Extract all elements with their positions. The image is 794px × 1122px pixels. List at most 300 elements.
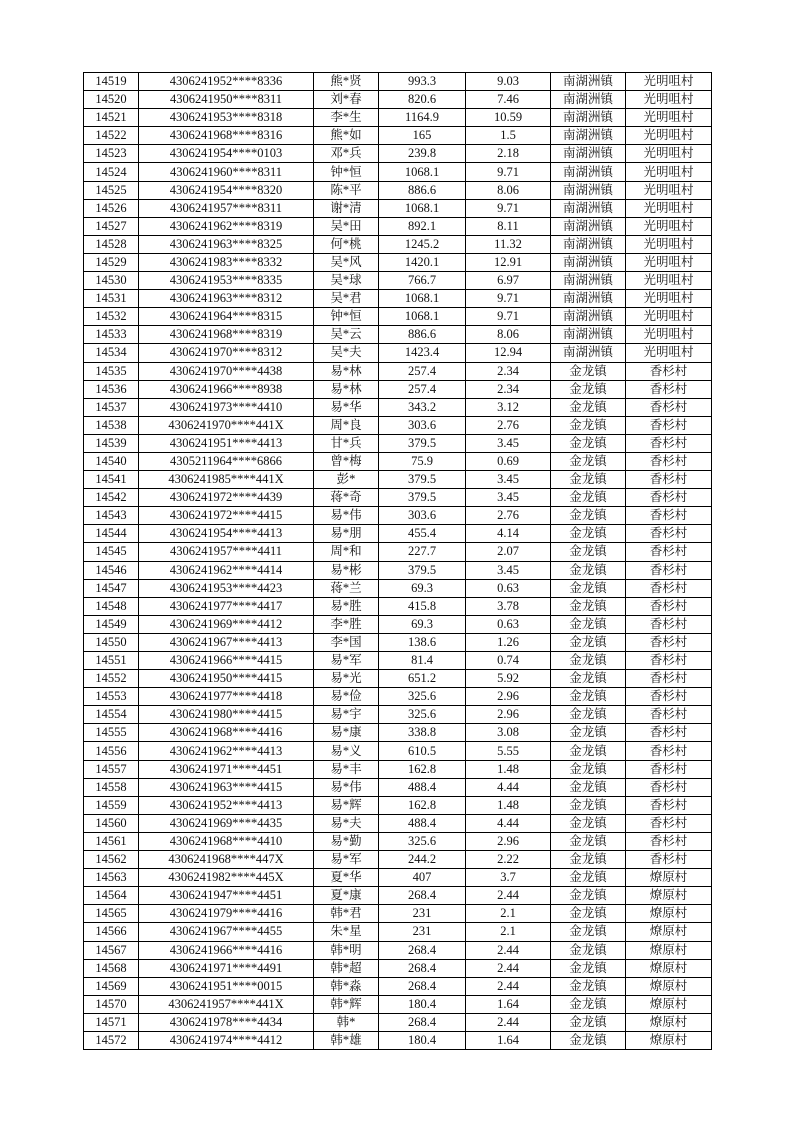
town-cell: 金龙镇	[551, 380, 626, 398]
value-cell: 4.44	[466, 778, 551, 796]
table-row	[84, 706, 712, 724]
id-number-cell: 4306241951****0015	[139, 977, 314, 995]
amount-cell: 268.4	[379, 887, 466, 905]
village-cell: 光明咀村	[626, 272, 712, 290]
amount-cell: 303.6	[379, 416, 466, 434]
amount-cell: 180.4	[379, 995, 466, 1013]
row-number-cell: 14544	[84, 525, 139, 543]
village-cell: 燎原村	[626, 905, 712, 923]
id-number-cell: 4306241950****4415	[139, 670, 314, 688]
person-name-cell: 吴*君	[314, 290, 379, 308]
town-cell: 金龙镇	[551, 688, 626, 706]
village-cell: 香杉村	[626, 398, 712, 416]
value-cell: 2.1	[466, 923, 551, 941]
table-row	[84, 380, 712, 398]
value-cell: 3.45	[466, 471, 551, 489]
amount-cell: 239.8	[379, 145, 466, 163]
row-number-cell: 14532	[84, 308, 139, 326]
village-cell: 香杉村	[626, 851, 712, 869]
person-name-cell: 李*胜	[314, 615, 379, 633]
table-row	[84, 814, 712, 832]
person-name-cell: 易*俭	[314, 688, 379, 706]
row-number-cell: 14565	[84, 905, 139, 923]
village-cell: 香杉村	[626, 688, 712, 706]
row-number-cell: 14530	[84, 272, 139, 290]
id-number-cell: 4306241968****4410	[139, 832, 314, 850]
table-row	[84, 163, 712, 181]
village-cell: 光明咀村	[626, 290, 712, 308]
row-number-cell: 14555	[84, 724, 139, 742]
village-cell: 燎原村	[626, 959, 712, 977]
id-number-cell: 4306241964****8315	[139, 308, 314, 326]
id-number-cell: 4306241969****4412	[139, 615, 314, 633]
village-cell: 光明咀村	[626, 217, 712, 235]
town-cell: 金龙镇	[551, 652, 626, 670]
town-cell: 南湖洲镇	[551, 127, 626, 145]
village-cell: 香杉村	[626, 796, 712, 814]
amount-cell: 1420.1	[379, 253, 466, 271]
value-cell: 9.71	[466, 199, 551, 217]
person-name-cell: 韩*超	[314, 959, 379, 977]
id-number-cell: 4306241978****4434	[139, 1013, 314, 1031]
village-cell: 燎原村	[626, 1013, 712, 1031]
data-table	[83, 72, 712, 1050]
village-cell: 光明咀村	[626, 308, 712, 326]
amount-cell: 325.6	[379, 832, 466, 850]
table-row	[84, 615, 712, 633]
id-number-cell: 4306241979****4416	[139, 905, 314, 923]
village-cell: 燎原村	[626, 941, 712, 959]
value-cell: 12.94	[466, 344, 551, 362]
person-name-cell: 夏*康	[314, 887, 379, 905]
value-cell: 7.46	[466, 91, 551, 109]
town-cell: 金龙镇	[551, 905, 626, 923]
amount-cell: 488.4	[379, 778, 466, 796]
value-cell: 0.63	[466, 579, 551, 597]
row-number-cell: 14538	[84, 416, 139, 434]
id-number-cell: 4306241985****441X	[139, 471, 314, 489]
table-row	[84, 471, 712, 489]
person-name-cell: 易*华	[314, 398, 379, 416]
person-name-cell: 易*胜	[314, 597, 379, 615]
id-number-cell: 4306241968****4416	[139, 724, 314, 742]
village-cell: 香杉村	[626, 416, 712, 434]
town-cell: 金龙镇	[551, 995, 626, 1013]
table-body	[84, 73, 712, 1050]
town-cell: 金龙镇	[551, 471, 626, 489]
amount-cell: 69.3	[379, 579, 466, 597]
value-cell: 2.96	[466, 832, 551, 850]
value-cell: 2.22	[466, 851, 551, 869]
table-row	[84, 851, 712, 869]
row-number-cell: 14556	[84, 742, 139, 760]
town-cell: 金龙镇	[551, 977, 626, 995]
id-number-cell: 4306241963****8325	[139, 235, 314, 253]
town-cell: 金龙镇	[551, 724, 626, 742]
amount-cell: 268.4	[379, 977, 466, 995]
value-cell: 1.48	[466, 796, 551, 814]
amount-cell: 892.1	[379, 217, 466, 235]
amount-cell: 415.8	[379, 597, 466, 615]
value-cell: 8.06	[466, 326, 551, 344]
amount-cell: 886.6	[379, 181, 466, 199]
village-cell: 香杉村	[626, 832, 712, 850]
village-cell: 香杉村	[626, 561, 712, 579]
person-name-cell: 易*军	[314, 652, 379, 670]
row-number-cell: 14563	[84, 869, 139, 887]
value-cell: 2.44	[466, 959, 551, 977]
amount-cell: 1068.1	[379, 199, 466, 217]
table-row	[84, 796, 712, 814]
value-cell: 2.96	[466, 706, 551, 724]
id-number-cell: 4306241954****8320	[139, 181, 314, 199]
table-row	[84, 923, 712, 941]
person-name-cell: 易*宇	[314, 706, 379, 724]
id-number-cell: 4306241977****4417	[139, 597, 314, 615]
person-name-cell: 朱*星	[314, 923, 379, 941]
table-row	[84, 995, 712, 1013]
table-row	[84, 633, 712, 651]
value-cell: 12.91	[466, 253, 551, 271]
village-cell: 光明咀村	[626, 91, 712, 109]
value-cell: 4.14	[466, 525, 551, 543]
amount-cell: 180.4	[379, 1031, 466, 1049]
town-cell: 金龙镇	[551, 452, 626, 470]
amount-cell: 75.9	[379, 452, 466, 470]
person-name-cell: 易*林	[314, 380, 379, 398]
amount-cell: 407	[379, 869, 466, 887]
village-cell: 光明咀村	[626, 199, 712, 217]
village-cell: 香杉村	[626, 724, 712, 742]
town-cell: 金龙镇	[551, 507, 626, 525]
amount-cell: 268.4	[379, 941, 466, 959]
value-cell: 2.44	[466, 1013, 551, 1031]
row-number-cell: 14534	[84, 344, 139, 362]
village-cell: 光明咀村	[626, 235, 712, 253]
town-cell: 南湖洲镇	[551, 235, 626, 253]
row-number-cell: 14554	[84, 706, 139, 724]
value-cell: 3.45	[466, 561, 551, 579]
row-number-cell: 14551	[84, 652, 139, 670]
amount-cell: 993.3	[379, 73, 466, 91]
town-cell: 金龙镇	[551, 869, 626, 887]
table-row	[84, 724, 712, 742]
person-name-cell: 李*国	[314, 633, 379, 651]
person-name-cell: 易*丰	[314, 760, 379, 778]
id-number-cell: 4306241970****441X	[139, 416, 314, 434]
id-number-cell: 4306241962****8319	[139, 217, 314, 235]
table-row	[84, 977, 712, 995]
table-row	[84, 869, 712, 887]
table-row	[84, 543, 712, 561]
person-name-cell: 易*勤	[314, 832, 379, 850]
row-number-cell: 14566	[84, 923, 139, 941]
table-row	[84, 887, 712, 905]
town-cell: 南湖洲镇	[551, 145, 626, 163]
row-number-cell: 14548	[84, 597, 139, 615]
town-cell: 金龙镇	[551, 670, 626, 688]
value-cell: 1.48	[466, 760, 551, 778]
amount-cell: 1164.9	[379, 109, 466, 127]
person-name-cell: 韩*明	[314, 941, 379, 959]
amount-cell: 886.6	[379, 326, 466, 344]
village-cell: 香杉村	[626, 633, 712, 651]
id-number-cell: 4306241953****8335	[139, 272, 314, 290]
id-number-cell: 4306241960****8311	[139, 163, 314, 181]
value-cell: 2.44	[466, 887, 551, 905]
id-number-cell: 4306241977****4418	[139, 688, 314, 706]
person-name-cell: 吴*球	[314, 272, 379, 290]
amount-cell: 244.2	[379, 851, 466, 869]
amount-cell: 227.7	[379, 543, 466, 561]
town-cell: 金龙镇	[551, 887, 626, 905]
value-cell: 3.45	[466, 489, 551, 507]
town-cell: 金龙镇	[551, 796, 626, 814]
table-row	[84, 344, 712, 362]
person-name-cell: 周*和	[314, 543, 379, 561]
amount-cell: 162.8	[379, 796, 466, 814]
village-cell: 光明咀村	[626, 109, 712, 127]
id-number-cell: 4306241971****4491	[139, 959, 314, 977]
row-number-cell: 14528	[84, 235, 139, 253]
village-cell: 光明咀村	[626, 73, 712, 91]
person-name-cell: 易*康	[314, 724, 379, 742]
amount-cell: 1068.1	[379, 308, 466, 326]
town-cell: 南湖洲镇	[551, 253, 626, 271]
amount-cell: 1068.1	[379, 163, 466, 181]
value-cell: 2.44	[466, 941, 551, 959]
row-number-cell: 14522	[84, 127, 139, 145]
person-name-cell: 夏*华	[314, 869, 379, 887]
village-cell: 香杉村	[626, 760, 712, 778]
table-row	[84, 507, 712, 525]
value-cell: 3.45	[466, 434, 551, 452]
row-number-cell: 14524	[84, 163, 139, 181]
amount-cell: 81.4	[379, 652, 466, 670]
row-number-cell: 14553	[84, 688, 139, 706]
row-number-cell: 14520	[84, 91, 139, 109]
amount-cell: 343.2	[379, 398, 466, 416]
amount-cell: 820.6	[379, 91, 466, 109]
person-name-cell: 韩*	[314, 1013, 379, 1031]
row-number-cell: 14547	[84, 579, 139, 597]
id-number-cell: 4306241963****8312	[139, 290, 314, 308]
table-row	[84, 145, 712, 163]
row-number-cell: 14523	[84, 145, 139, 163]
row-number-cell: 14549	[84, 615, 139, 633]
town-cell: 南湖洲镇	[551, 308, 626, 326]
id-number-cell: 4306241980****4415	[139, 706, 314, 724]
table-row	[84, 235, 712, 253]
village-cell: 燎原村	[626, 1031, 712, 1049]
town-cell: 南湖洲镇	[551, 217, 626, 235]
person-name-cell: 易*夫	[314, 814, 379, 832]
amount-cell: 379.5	[379, 489, 466, 507]
town-cell: 金龙镇	[551, 398, 626, 416]
row-number-cell: 14545	[84, 543, 139, 561]
id-number-cell: 4306241962****4413	[139, 742, 314, 760]
person-name-cell: 易*彬	[314, 561, 379, 579]
village-cell: 光明咀村	[626, 181, 712, 199]
id-number-cell: 4306241982****445X	[139, 869, 314, 887]
value-cell: 9.71	[466, 163, 551, 181]
row-number-cell: 14560	[84, 814, 139, 832]
person-name-cell: 钟*恒	[314, 163, 379, 181]
table-row	[84, 199, 712, 217]
value-cell: 10.59	[466, 109, 551, 127]
town-cell: 南湖洲镇	[551, 91, 626, 109]
row-number-cell: 14546	[84, 561, 139, 579]
id-number-cell: 4306241970****8312	[139, 344, 314, 362]
row-number-cell: 14521	[84, 109, 139, 127]
town-cell: 金龙镇	[551, 1031, 626, 1049]
id-number-cell: 4306241966****4415	[139, 652, 314, 670]
amount-cell: 165	[379, 127, 466, 145]
table-row	[84, 742, 712, 760]
row-number-cell: 14550	[84, 633, 139, 651]
table-row	[84, 1013, 712, 1031]
village-cell: 香杉村	[626, 543, 712, 561]
town-cell: 金龙镇	[551, 416, 626, 434]
village-cell: 香杉村	[626, 579, 712, 597]
village-cell: 香杉村	[626, 525, 712, 543]
id-number-cell: 4306241954****4413	[139, 525, 314, 543]
id-number-cell: 4306241967****4413	[139, 633, 314, 651]
row-number-cell: 14542	[84, 489, 139, 507]
town-cell: 金龙镇	[551, 851, 626, 869]
id-number-cell: 4306241953****4423	[139, 579, 314, 597]
row-number-cell: 14540	[84, 452, 139, 470]
amount-cell: 1245.2	[379, 235, 466, 253]
value-cell: 5.92	[466, 670, 551, 688]
id-number-cell: 4306241966****4416	[139, 941, 314, 959]
amount-cell: 488.4	[379, 814, 466, 832]
amount-cell: 379.5	[379, 471, 466, 489]
person-name-cell: 韩*君	[314, 905, 379, 923]
person-name-cell: 邓*兵	[314, 145, 379, 163]
person-name-cell: 曾*梅	[314, 452, 379, 470]
id-number-cell: 4306241953****8318	[139, 109, 314, 127]
id-number-cell: 4306241952****8336	[139, 73, 314, 91]
id-number-cell: 4306241971****4451	[139, 760, 314, 778]
village-cell: 香杉村	[626, 706, 712, 724]
id-number-cell: 4306241968****8316	[139, 127, 314, 145]
village-cell: 燎原村	[626, 923, 712, 941]
id-number-cell: 4306241967****4455	[139, 923, 314, 941]
id-number-cell: 4306241974****4412	[139, 1031, 314, 1049]
town-cell: 南湖洲镇	[551, 326, 626, 344]
value-cell: 2.34	[466, 362, 551, 380]
table-row	[84, 525, 712, 543]
table-row	[84, 597, 712, 615]
table-row	[84, 326, 712, 344]
id-number-cell: 4306241963****4415	[139, 778, 314, 796]
amount-cell: 766.7	[379, 272, 466, 290]
town-cell: 金龙镇	[551, 615, 626, 633]
person-name-cell: 易*伟	[314, 507, 379, 525]
id-number-cell: 4305211964****6866	[139, 452, 314, 470]
id-number-cell: 4306241970****4438	[139, 362, 314, 380]
town-cell: 金龙镇	[551, 706, 626, 724]
id-number-cell: 4306241951****4413	[139, 434, 314, 452]
amount-cell: 338.8	[379, 724, 466, 742]
value-cell: 8.11	[466, 217, 551, 235]
village-cell: 香杉村	[626, 615, 712, 633]
amount-cell: 303.6	[379, 507, 466, 525]
person-name-cell: 韩*淼	[314, 977, 379, 995]
value-cell: 1.26	[466, 633, 551, 651]
town-cell: 南湖洲镇	[551, 272, 626, 290]
village-cell: 香杉村	[626, 814, 712, 832]
village-cell: 香杉村	[626, 597, 712, 615]
table-row	[84, 670, 712, 688]
village-cell: 香杉村	[626, 670, 712, 688]
person-name-cell: 易*朋	[314, 525, 379, 543]
table-row	[84, 127, 712, 145]
table-row	[84, 688, 712, 706]
person-name-cell: 韩*辉	[314, 995, 379, 1013]
amount-cell: 379.5	[379, 434, 466, 452]
table-row	[84, 434, 712, 452]
town-cell: 金龙镇	[551, 923, 626, 941]
town-cell: 南湖洲镇	[551, 181, 626, 199]
town-cell: 南湖洲镇	[551, 344, 626, 362]
row-number-cell: 14564	[84, 887, 139, 905]
row-number-cell: 14558	[84, 778, 139, 796]
row-number-cell: 14570	[84, 995, 139, 1013]
value-cell: 2.44	[466, 977, 551, 995]
village-cell: 香杉村	[626, 471, 712, 489]
village-cell: 燎原村	[626, 995, 712, 1013]
table-row	[84, 579, 712, 597]
village-cell: 香杉村	[626, 434, 712, 452]
id-number-cell: 4306241966****8938	[139, 380, 314, 398]
village-cell: 香杉村	[626, 778, 712, 796]
town-cell: 南湖洲镇	[551, 163, 626, 181]
table-row	[84, 181, 712, 199]
town-cell: 南湖洲镇	[551, 290, 626, 308]
row-number-cell: 14533	[84, 326, 139, 344]
person-name-cell: 谢*清	[314, 199, 379, 217]
village-cell: 燎原村	[626, 869, 712, 887]
row-number-cell: 14543	[84, 507, 139, 525]
table-row	[84, 561, 712, 579]
row-number-cell: 14568	[84, 959, 139, 977]
amount-cell: 257.4	[379, 362, 466, 380]
row-number-cell: 14561	[84, 832, 139, 850]
town-cell: 金龙镇	[551, 579, 626, 597]
amount-cell: 138.6	[379, 633, 466, 651]
amount-cell: 268.4	[379, 959, 466, 977]
table-row	[84, 941, 712, 959]
table-row	[84, 778, 712, 796]
person-name-cell: 吴*云	[314, 326, 379, 344]
village-cell: 香杉村	[626, 380, 712, 398]
town-cell: 金龙镇	[551, 959, 626, 977]
town-cell: 金龙镇	[551, 1013, 626, 1031]
town-cell: 金龙镇	[551, 597, 626, 615]
amount-cell: 325.6	[379, 688, 466, 706]
amount-cell: 231	[379, 923, 466, 941]
id-number-cell: 4306241968****447X	[139, 851, 314, 869]
row-number-cell: 14526	[84, 199, 139, 217]
row-number-cell: 14571	[84, 1013, 139, 1031]
person-name-cell: 熊*贤	[314, 73, 379, 91]
amount-cell: 162.8	[379, 760, 466, 778]
id-number-cell: 4306241947****4451	[139, 887, 314, 905]
value-cell: 3.7	[466, 869, 551, 887]
value-cell: 2.34	[466, 380, 551, 398]
